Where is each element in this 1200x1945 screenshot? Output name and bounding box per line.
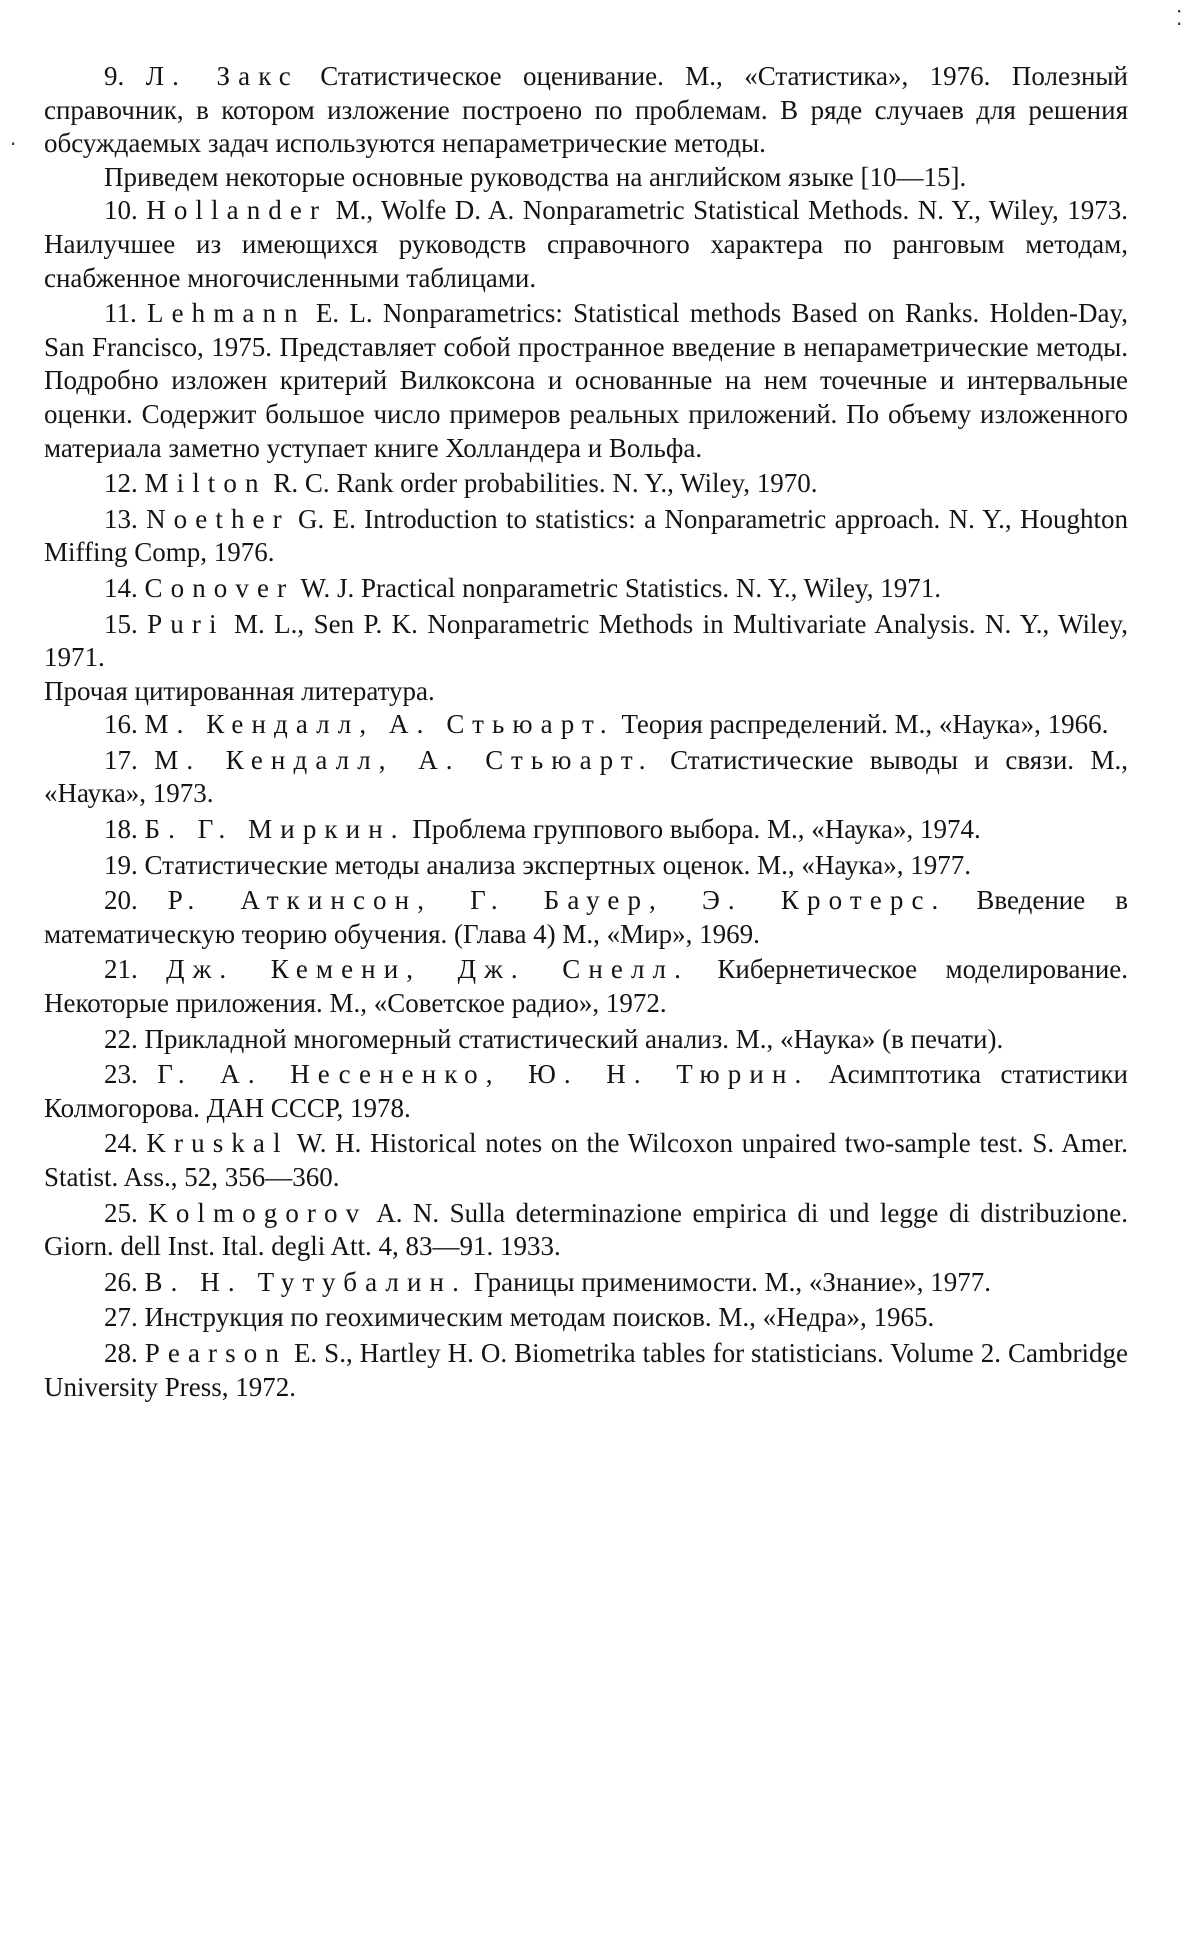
reference-entry	[44, 1023, 1128, 1057]
reference-entry	[44, 467, 1128, 501]
reference-entry	[44, 60, 1128, 161]
other-literature-heading: Прочая цитированная литература.	[44, 675, 435, 706]
reference-entry	[44, 1266, 1128, 1300]
scan-speck: ⁚	[1176, 6, 1183, 30]
scan-speck: ·	[10, 132, 17, 156]
reference-author: М. Кендалл, А. Стьюарт.	[144, 709, 615, 740]
reference-details: Статистическое оценивание. М., «Статистика», 1976. Полезный справочник, в котором изложение построено по проблемам. В ряде случаев для решения обсуждаемых задач используются непараметрические методы.	[44, 61, 1128, 159]
reference-details: Теория распределений. М., «Наука», 1966.	[621, 709, 1109, 740]
reference-details: Статистические выводы и связи. М., «Наука», 1973.	[44, 744, 1128, 809]
reference-details: Кибернетическое моделирование. Некоторые приложения. М., «Советское радио», 1972.	[44, 954, 1129, 1019]
reference-author: Lehmann	[147, 298, 306, 329]
reference-details: M., Wolfe D. A. Nonparametric Statistical Methods. N. Y., Wiley, 1973. Наилучшее из имеющихся руководств справочного характера по ранговым методам, снабженное многочисленными таблицами.	[44, 195, 1129, 293]
reference-details: Инструкция по геохимическим методам поисков. М., «Недра», 1965.	[144, 1302, 935, 1333]
reference-author: В. Н. Тутубалин.	[144, 1266, 467, 1297]
reference-author: Kolmogorov	[148, 1197, 368, 1228]
reference-number: 12.	[104, 468, 138, 499]
reference-details: Статистические методы анализа экспертных оценок. М., «Наука», 1977.	[144, 849, 971, 880]
reference-author: Дж. Кемени, Дж. Снелл.	[166, 954, 689, 985]
reference-entry	[44, 953, 1128, 1020]
reference-author: Milton	[144, 468, 267, 499]
reference-entry	[44, 194, 1128, 295]
reference-number: 20.	[104, 885, 138, 916]
reference-details: G. E. Introduction to statistics: a Nonparametric approach. N. Y., Houghton Miffing Comp, 1976.	[44, 503, 1128, 568]
reference-details: Границы применимости. М., «Знание», 1977.	[473, 1266, 992, 1297]
reference-entry	[44, 1301, 1128, 1335]
reference-number: 13.	[104, 503, 138, 534]
reference-details: W. J. Practical nonparametric Statistics. N. Y., Wiley, 1971.	[300, 572, 942, 603]
reference-author: Puri	[147, 608, 225, 639]
reference-number: 16.	[104, 709, 138, 740]
reference-author: Л. Закс	[145, 61, 299, 91]
reference-author: Noether	[146, 503, 290, 534]
reference-author: Г. А. Несененко, Ю. Н. Тюрин.	[157, 1059, 810, 1090]
reference-number: 19.	[104, 849, 138, 880]
reference-number: 18.	[104, 814, 138, 845]
reference-number: 11.	[104, 298, 137, 329]
reference-details: E. S., Hartley H. O. Biometrika tables for statisticians. Volume 2. Cambridge University Press, 1972.	[44, 1337, 1129, 1402]
reference-number: 26.	[104, 1266, 138, 1297]
reference-number: 24.	[104, 1128, 138, 1159]
reference-details: R. C. Rank order probabilities. N. Y., Wiley, 1970.	[273, 468, 818, 499]
reference-number: 28.	[104, 1337, 138, 1368]
bibliography-text	[44, 60, 1128, 1404]
reference-author: Kruskal	[146, 1128, 289, 1159]
reference-entry	[44, 1337, 1128, 1404]
reference-number: 15.	[104, 608, 138, 639]
reference-group-english	[44, 194, 1128, 674]
reference-entry	[44, 572, 1128, 606]
reference-author: Pearson	[144, 1337, 287, 1368]
reference-number: 22.	[104, 1023, 138, 1054]
reference-author: М. Кендалл, А. Стьюарт.	[154, 744, 654, 775]
reference-group-main	[44, 60, 1128, 161]
reference-entry	[44, 708, 1128, 742]
reference-number: 23.	[104, 1059, 138, 1090]
reference-number: 10.	[104, 195, 138, 226]
reference-number: 21.	[104, 954, 138, 985]
reference-entry	[44, 849, 1128, 883]
reference-number: 9.	[104, 61, 125, 91]
reference-details: Прикладной многомерный статистический анализ. М., «Наука» (в печати).	[144, 1023, 1004, 1054]
reference-author: Р. Аткинсон, Г. Бауер, Э. Кротерс.	[167, 885, 947, 916]
reference-details: E. L. Nonparametrics: Statistical methods Based on Ranks. Holden-Day, San Francisco, 1975. Представляет собой пространное введение в непараметрические методы. Подробно изложен критерий Вилкоксона и основанные на нем точечные и интервальные оценки. Содержит большое число примеров реальных приложений. По объему изложенного материала заметно уступает книге Холландера и Вольфа.	[44, 298, 1128, 463]
reference-details: Асимптотика статистики Колмогорова. ДАН СССР, 1978.	[44, 1059, 1128, 1123]
reference-number: 27.	[104, 1302, 138, 1333]
reference-entry	[44, 1197, 1128, 1264]
reference-entry	[44, 813, 1128, 847]
reference-details: A. N. Sulla determinazione empirica di und legge di distribuzione. Giorn. dell Inst. Ital. degli Att. 4, 83—91. 1933.	[44, 1197, 1129, 1262]
reference-details: M. L., Sen P. K. Nonparametric Methods in Multivariate Analysis. N. Y., Wiley, 1971.	[44, 608, 1129, 673]
reference-details: W. H. Historical notes on the Wilcoxon unpaired two-sample test. S. Amer. Statist. Ass., 52, 356—360.	[44, 1128, 1128, 1192]
reference-author: Conover	[144, 572, 295, 603]
reference-entry	[44, 503, 1128, 570]
reference-group-other	[44, 708, 1128, 1404]
reference-number: 14.	[104, 572, 138, 603]
reference-entry	[44, 744, 1128, 811]
reference-details: Проблема группового выбора. М., «Наука», 1974.	[412, 814, 981, 845]
reference-number: 17.	[104, 744, 138, 775]
reference-details: Введение в математическую теорию обучения. (Глава 4) М., «Мир», 1969.	[44, 885, 1129, 949]
reference-entry	[44, 297, 1128, 465]
reference-entry	[44, 884, 1128, 951]
reference-author: Hollander	[146, 195, 328, 226]
english-guides-intro: Приведем некоторые основные руководства на английском языке [10—15].	[104, 161, 967, 192]
reference-entry	[44, 608, 1128, 675]
reference-number: 25.	[104, 1197, 138, 1228]
reference-entry	[44, 1058, 1128, 1125]
reference-entry	[44, 1127, 1128, 1194]
reference-author: Б. Г. Миркин.	[144, 814, 406, 845]
